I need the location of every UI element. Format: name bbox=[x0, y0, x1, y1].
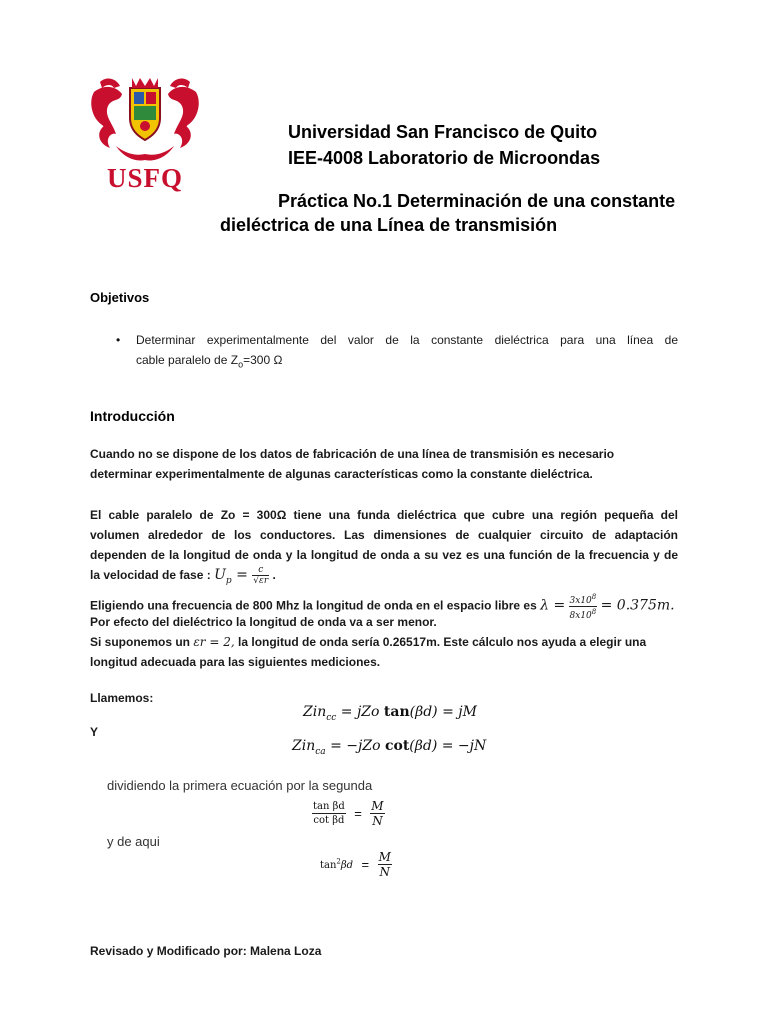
call-label: Llamemos: bbox=[90, 691, 154, 705]
tan-squared-equation: $\tan^2\beta d$ = $\frac{M}{N}$ bbox=[320, 850, 391, 879]
objective-line2: cable paralelo de $Z_o=300$ Ω bbox=[136, 353, 283, 370]
usfq-logo bbox=[86, 72, 204, 193]
objective-line1: Determinar experimentalmente del valor de la constante dieléctrica para una línea de bbox=[136, 333, 678, 347]
objectives-heading: Objetivos bbox=[90, 290, 150, 305]
intro-para2-line4: la velocidad de fase : $U_p$ = $\frac{c}{√\varepsilon r}$ . bbox=[90, 565, 276, 587]
practice-title-line2: dieléctrica de una Línea de transmisión bbox=[220, 215, 558, 235]
bullet-icon: • bbox=[116, 333, 121, 347]
intro-para3-line2: Por efecto del dieléctrico la longitud de onda va a ser menor. bbox=[90, 615, 437, 629]
course-title: IEE-4008 Laboratorio de Microondas bbox=[288, 148, 601, 168]
ratio-equation: $\frac{\text{tan βd}}{\text{cot βd}}$ = $\frac{M}{N}$ bbox=[313, 799, 384, 828]
intro-para2-line1: El cable paralelo de Zo = 300Ω tiene una funda dieléctrica que cubre una región pequeña del bbox=[90, 508, 678, 522]
intro-para1-line1: Cuando no se dispone de los datos de fabricación de una línea de transmisión es necesario bbox=[90, 447, 615, 461]
intro-para2-line3: dependen de la longitud de onda y la longitud de onda a su vez es una función de la frecuencia y de bbox=[90, 548, 678, 562]
divide-instruction: dividiendo la primera ecuación por la segunda bbox=[107, 778, 373, 793]
intro-para3-line1: Eligiendo una frecuencia de 800 Mhz la longitud de onda en el espacio libre es λ = $\frac{3x10^8}{8x10^8}$ = 0.375m. bbox=[90, 593, 675, 621]
intro-para1-line2: determinar experimentalmente de algunas características como la constante dieléctrica. bbox=[90, 467, 593, 481]
practice-title-line1: Práctica No.1 Determinación de una constante bbox=[278, 191, 676, 211]
dragon-crest-icon bbox=[86, 72, 204, 164]
intro-para3-line4: longitud adecuada para las siguientes mediciones. bbox=[90, 655, 381, 669]
introduction-heading: Introducción bbox=[90, 408, 175, 424]
intro-para2-line2: volumen alrededor de los conductores. Las dimensiones de cualquier circuito de adaptación bbox=[90, 528, 678, 542]
y-label: Y bbox=[90, 725, 99, 739]
and-here-text: y de aqui bbox=[107, 834, 160, 849]
usfq-logo-text: USFQ bbox=[106, 163, 183, 193]
revised-by: Revisado y Modificado por: Malena Loza bbox=[90, 944, 322, 958]
equation-zin-cc: Zin$_{cc}$ = jZo tan(βd) = jM bbox=[303, 704, 477, 723]
intro-para3-line3: Si suponemos un εr = 2, la longitud de onda sería 0.26517m. Este cálculo nos ayuda a elegir una bbox=[90, 635, 647, 649]
university-title: Universidad San Francisco de Quito bbox=[288, 122, 598, 142]
equation-zin-ca: Zin$_{ca}$ = −jZo cot(βd) = −jN bbox=[292, 738, 487, 757]
